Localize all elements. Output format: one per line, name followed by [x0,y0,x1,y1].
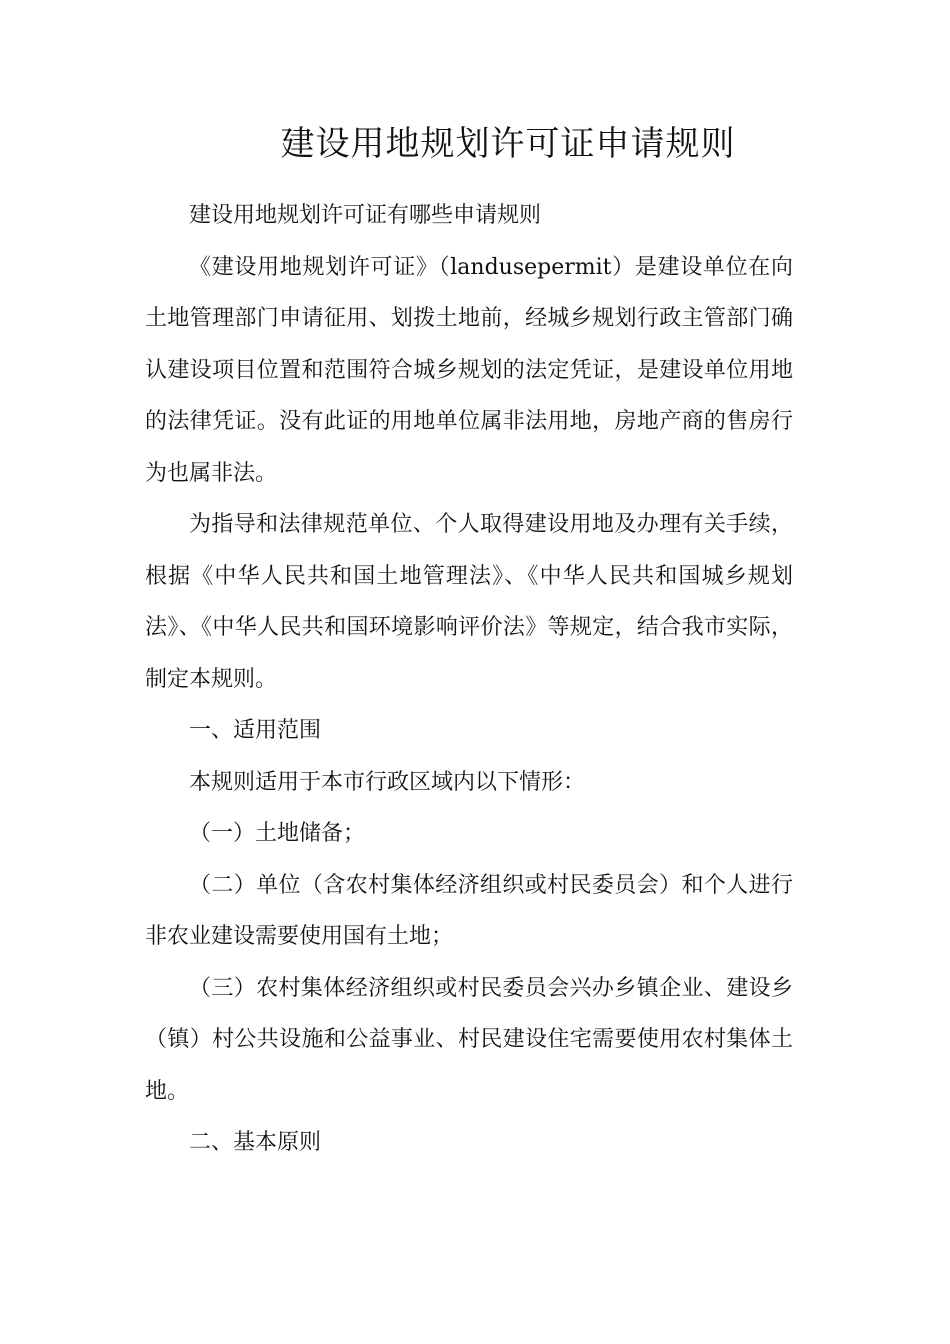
section-heading-principles: 二、基本原则 [189,1130,322,1155]
paragraph-purpose: 为指导和法律规范单位、个人取得建设用地及办理有关手续，根据《中华人民共和国土地管理法》、《中华人民共和国城乡规划法》、《中华人民共和国环境影响评价法》等规定，结合我市实际，制定本规则。 [145,512,793,692]
paragraph-definition: 《建设用地规划许可证》（landusepermit）是建设单位在向土地管理部门申请征用、划拨土地前，经城乡规划行政主管部门确认建设项目位置和范围符合城乡规划的法定凭证，是建设单位用地的法律凭证。没有此证的用地单位属非法用地，房地产商的售房行为也属非法。 [145,254,793,486]
document-body [145,190,793,1169]
list-item-1: （一）土地储备； [189,821,366,846]
paragraph-scope-intro: 本规则适用于本市行政区域内以下情形： [189,769,586,795]
list-item-3: （三）农村集体经济组织或村民委员会兴办乡镇企业、建设乡（镇）村公共设施和公益事业、村民建设住宅需要使用农村集体土地。 [145,975,793,1104]
list-item-2: （二）单位（含农村集体经济组织或村民委员会）和个人进行非农业建设需要使用国有土地； [145,872,793,949]
section-heading-scope: 一、适用范围 [189,718,322,743]
document-title: 建设用地规划许可证申请规则 [280,124,736,164]
paragraph-subtitle: 建设用地规划许可证有哪些申请规则 [189,203,542,228]
